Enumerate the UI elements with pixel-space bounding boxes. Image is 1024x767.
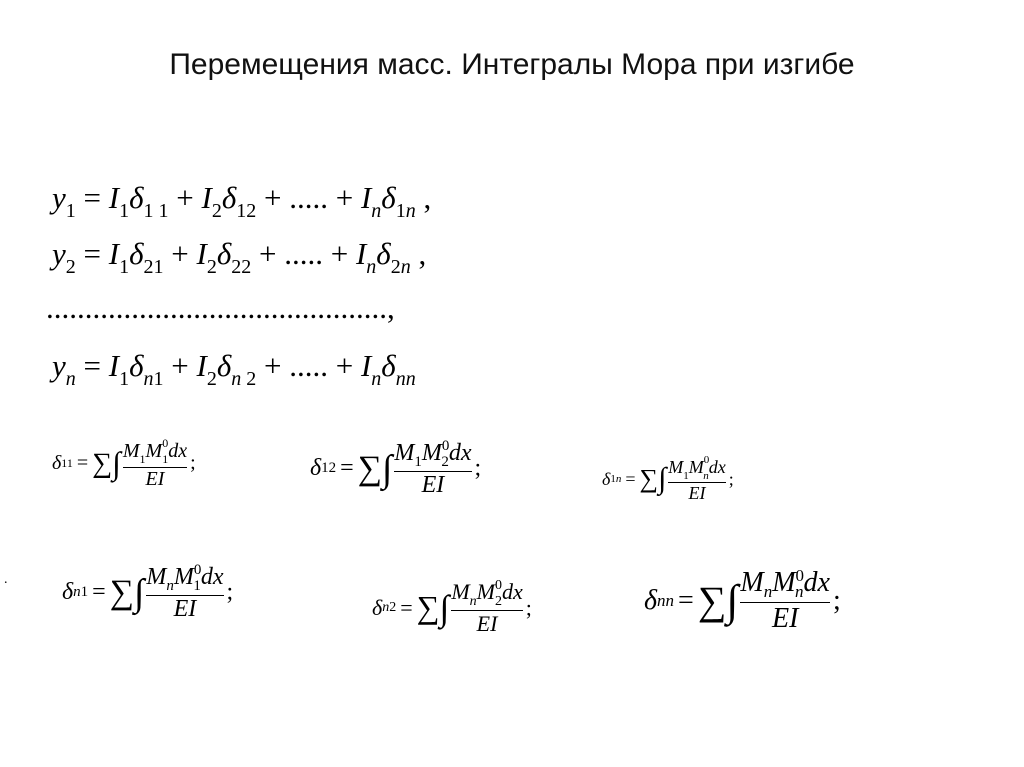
fraction: $\frac{M_nM^0_ndx}{EI}$ [740, 566, 830, 634]
formula-delta-n2: δ n2 = ∑ ∫ $\frac{M_nM^0_2dx}{EI}$ ; [372, 578, 532, 636]
fraction: $\frac{M_nM^0_2dx}{EI}$ [451, 578, 523, 636]
formula-delta-nn: δ nn = ∑ ∫ $\frac{M_nM^0_ndx}{EI}$ ; [644, 566, 841, 634]
fraction: $\frac{M_1M^0_2dx}{EI}$ [394, 438, 472, 498]
equation-yn: $y_n = I_1\delta_{n1} + I_2\delta_{n 2}$ + ..... + $I_n\delta_{nn}$ [52, 348, 416, 390]
formula-delta-n1: δ n1 = ∑ ∫ $\frac{M_nM^0_1dx}{EI}$ ; [62, 562, 234, 622]
formula-delta-1n: δ 1n = ∑ ∫ $\frac{M_1M^0_ndx}{EI}$ ; [602, 454, 734, 503]
fraction: $\frac{M_1M^0_1dx}{EI}$ [122, 436, 188, 490]
fraction: $\frac{M_nM^0_1dx}{EI}$ [146, 562, 224, 622]
fraction: $\frac{M_1M^0_ndx}{EI}$ [668, 454, 726, 503]
formula-delta-11: δ 11 = ∑ ∫ $\frac{M_1M^0_1dx}{EI}$ ; [52, 436, 196, 490]
stray-dot: . [4, 572, 8, 587]
formula-delta-12: δ 12 = ∑ ∫ $\frac{M_1M^0_2dx}{EI}$ ; [310, 438, 482, 498]
ellipsis-line: ............................................, [46, 290, 395, 325]
equation-y2: $y_2 = I_1\delta_{21} + I_2\delta_{22}$ + ..... + $I_n\delta_{2n}$ , [52, 236, 427, 278]
equation-y1: $y_1 = I_1\delta_{1 1} + I_2\delta_{12}$ + ..... + $I_n\delta_{1n}$ , [52, 180, 432, 222]
slide-title: Перемещения масс. Интегралы Мора при изгибе [169, 48, 855, 81]
